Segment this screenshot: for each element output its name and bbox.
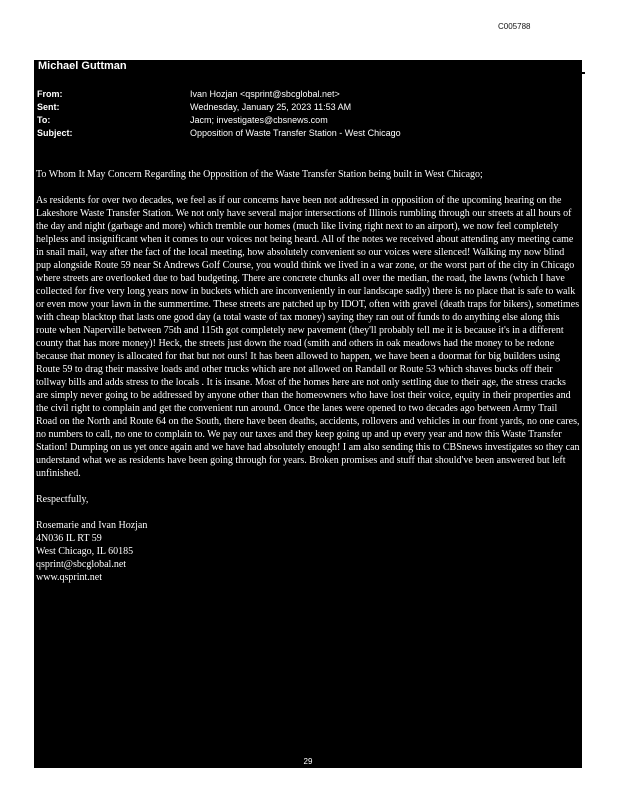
sender-name: Michael Guttman xyxy=(38,60,127,72)
sent-value: Wednesday, January 25, 2023 11:53 AM xyxy=(190,102,352,112)
signature-address-line1: 4N036 IL RT 59 xyxy=(36,533,102,544)
document-id: C005788 xyxy=(498,22,531,31)
page-number: 29 xyxy=(303,757,313,766)
subject-label: Subject: xyxy=(37,128,73,138)
from-value: Ivan Hozjan <qsprint@sbcglobal.net> xyxy=(190,89,340,99)
to-label: To: xyxy=(37,115,51,125)
signature-address-line2: West Chicago, IL 60185 xyxy=(36,546,134,557)
email-header xyxy=(37,88,401,140)
from-row xyxy=(37,88,401,101)
closing: Respectfully, xyxy=(36,494,89,505)
from-label: From: xyxy=(37,89,63,99)
to-row xyxy=(37,114,401,127)
signature-website: www.qsprint.net xyxy=(36,572,103,583)
subject-row xyxy=(37,127,401,140)
sent-label: Sent: xyxy=(37,102,60,112)
signature-names: Rosemarie and Ivan Hozjan xyxy=(36,520,148,531)
salutation: To Whom It May Concern Regarding the Opposition of the Waste Transfer Station being built in West Chicago; xyxy=(36,169,483,180)
sent-row xyxy=(37,101,401,114)
subject-value: Opposition of Waste Transfer Station - West Chicago xyxy=(190,128,401,138)
signature-email: qsprint@sbcglobal.net xyxy=(36,559,127,570)
signature-block xyxy=(36,519,580,584)
page-edge-mark xyxy=(582,72,585,74)
to-value: Jacm; investigates@cbsnews.com xyxy=(190,115,328,125)
email-page xyxy=(34,60,582,768)
email-body xyxy=(36,168,580,584)
main-paragraph: As residents for over two decades, we feel as if our concerns have been not addressed in opposition of the upcoming hearing on the Lakeshore Waste Transfer Station. We not only have several major intersections of Illinois rumbling through our streets at all hours of the day and night (garbage and more) which tremble our homes (much like living right next to an airport), we now feel completely helpless and insignificant when it comes to our voices not being heard. All of the notes we received about attending any meeting came in snail mail, way after the fact of the local meeting, how absolutely convenient so our voices were silenced! Walking my now blind pup alongside Route 59 near St Andrews Golf Course, you would think we lived in a war zone, or the worst part of the city in Chicago where streets are overlooked due to bad budgeting. There are concrete chunks all over the median, the road, the lawns (which I have collected for five very long years now in buckets which are inconveniently in our landscape sadly) there is no place that is safe to walk or even mow your lawn in the summertime. These streets are patched up by IDOT, often with gravel (death traps for bikers), sometimes with cheap blacktop that lasts one good day (a total waste of tax money) saying they ran out of funds to do anything else along this route when Naperville between 75th and 115th got completely new pavement (they'll probably tell me it is because it's in a different county that has more money)! Heck, the streets just down the road (smith and others in oak meadows had the money to be redone because that money is allocated for that but not ours! It has been allowed to happen, we have been a doormat for big builders using Route 59 to drag their massive loads and other trucks which are not allowed on Randall or Route 53 which shaves bucks off their tollway bills and adds stress to the locals . It is insane. Most of the homes here are not only settling due to their age, the stress cracks are simply never going to be addressed by anyone other than the homeowners who have lost their voice, equity in their properties and the civil right to complain and get the convenient run around. Once the lanes were opened to two decades ago between Army Trail Road on the North and Route 64 on the South, there have been deaths, accidents, rollovers and vehicles in our front yards, no one cares, no numbers to call, no one to complain to. We pay our taxes and they keep going up and up every year and now this Waste Transfer Station! Dumping on us yet once again and we have had absolutely enough! I am also sending this to CBSnews investigates so they can understand what we as residents have been going through for years. Broken promises and stuff that should've been answered but left unfinished. xyxy=(36,195,580,479)
